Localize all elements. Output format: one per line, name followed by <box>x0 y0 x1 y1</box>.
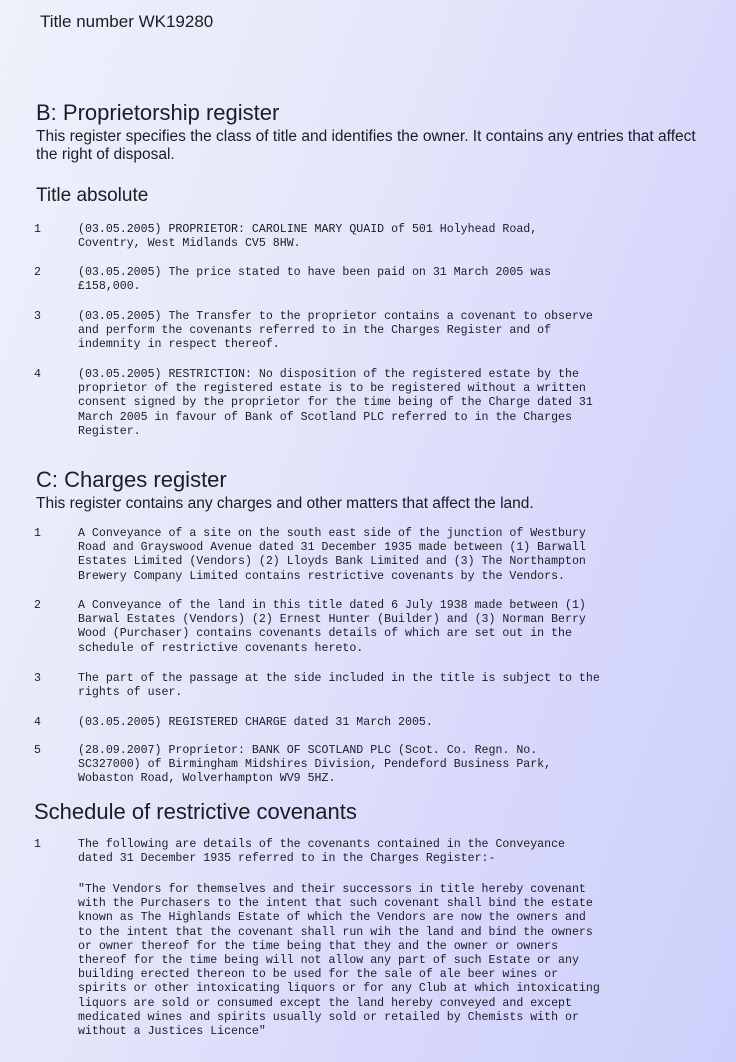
entry-text: (03.05.2005) RESTRICTION: No disposition of the registered estate by the proprietor of the registered estate is to be registered without a written consent signed by the proprietor for the time being of the Charge dated 31 March 2005 in favour of Bank of Scotland PLC referred to in the Charges Register. <box>78 368 593 438</box>
entry-text: (03.05.2005) The price stated to have been paid on 31 March 2005 was £158,000. <box>78 266 552 294</box>
proprietorship-entry <box>34 310 692 353</box>
charges-entry <box>34 599 692 656</box>
entry-number: 1 <box>34 527 41 540</box>
entry-number: 1 <box>34 223 41 236</box>
charges-entry <box>34 716 692 730</box>
charges-entry <box>34 744 692 787</box>
entry-text: (28.09.2007) Proprietor: BANK OF SCOTLAND PLC (Scot. Co. Regn. No. SC327000) of Birmingham Midshires Division, Pendeford Business Park, Wobaston Road, Wolverhampton WV9 5HZ. <box>78 744 552 786</box>
proprietorship-heading: B: Proprietorship register <box>36 100 280 125</box>
schedule-header <box>34 799 696 825</box>
entry-text: The part of the passage at the side included in the title is subject to the rights of user. <box>78 672 600 700</box>
schedule-entry <box>34 838 692 866</box>
charges-entry <box>34 672 692 700</box>
entry-number: 1 <box>34 838 41 851</box>
proprietorship-description: This register specifies the class of title and identifies the owner. It contains any entries that affect the right of disposal. <box>36 128 696 163</box>
entry-text: (03.05.2005) The Transfer to the proprietor contains a covenant to observe and perform the covenants referred to in the Charges Register and of indemnity in respect thereof. <box>78 310 593 352</box>
entry-number: 5 <box>34 744 41 757</box>
entry-number: 4 <box>34 368 41 381</box>
title-absolute-header <box>36 185 696 207</box>
entry-text: The following are details of the covenants contained in the Conveyance dated 31 December 1935 referred to in the Charges Register:- <box>78 838 566 866</box>
entry-text: (03.05.2005) REGISTERED CHARGE dated 31 March 2005. <box>78 716 433 729</box>
entry-text: (03.05.2005) PROPRIETOR: CAROLINE MARY QUAID of 501 Holyhead Road, Coventry, West Midlands CV5 8HW. <box>78 223 538 251</box>
title-absolute-heading: Title absolute <box>36 185 149 206</box>
proprietorship-entry <box>34 368 692 439</box>
entry-number: 2 <box>34 266 41 279</box>
entry-number: 3 <box>34 310 41 323</box>
charges-entry <box>34 527 692 584</box>
entry-text: A Conveyance of a site on the south east side of the junction of Westbury Road and Grayswood Avenue dated 31 December 1935 made between (1) Barwall Estates Limited (Vendors) (2) Lloyds Bank Limited and (3) The Northampton Brewery Company Limited contains restrictive covenants by the Vendors. <box>78 527 586 583</box>
charges-heading: C: Charges register <box>36 467 227 492</box>
proprietorship-entry <box>34 223 692 251</box>
covenant-quote: "The Vendors for themselves and their successors in title hereby covenant with the Purchasers to the intent that such covenant shall bind the estate known as The Highlands Estate of which the Vendors are now the owners and to the intent that the covenant shall run wih the land and bind the owners or owner thereof for the time being that they and the owner or owners thereof for the time being will not allow any part of such Estate or any building erected thereon to be used for the sale of ale beer wines or spirits or other intoxicating liquors or for any Club at which intoxicating liquors are sold or consumed except the land hereby conveyed and except medicated wines and spirits usually sold or retailed by Chemists with or without a Justices Licence" <box>78 883 600 1039</box>
proprietorship-entry <box>34 266 692 294</box>
schedule-heading: Schedule of restrictive covenants <box>34 799 357 824</box>
entry-number: 4 <box>34 716 41 729</box>
title-number: Title number WK19280 <box>40 12 214 31</box>
entry-text: A Conveyance of the land in this title dated 6 July 1938 made between (1) Barwal Estates (Vendors) (2) Ernest Hunter (Builder) and (3) Norman Berry Wood (Purchaser) contains covenants details of which are set out in the schedule of restrictive covenants hereto. <box>78 599 586 655</box>
charges-header <box>36 467 696 513</box>
proprietorship-header <box>36 100 696 164</box>
entry-number: 2 <box>34 599 41 612</box>
entry-number: 3 <box>34 672 41 685</box>
charges-description: This register contains any charges and other matters that affect the land. <box>36 495 534 512</box>
